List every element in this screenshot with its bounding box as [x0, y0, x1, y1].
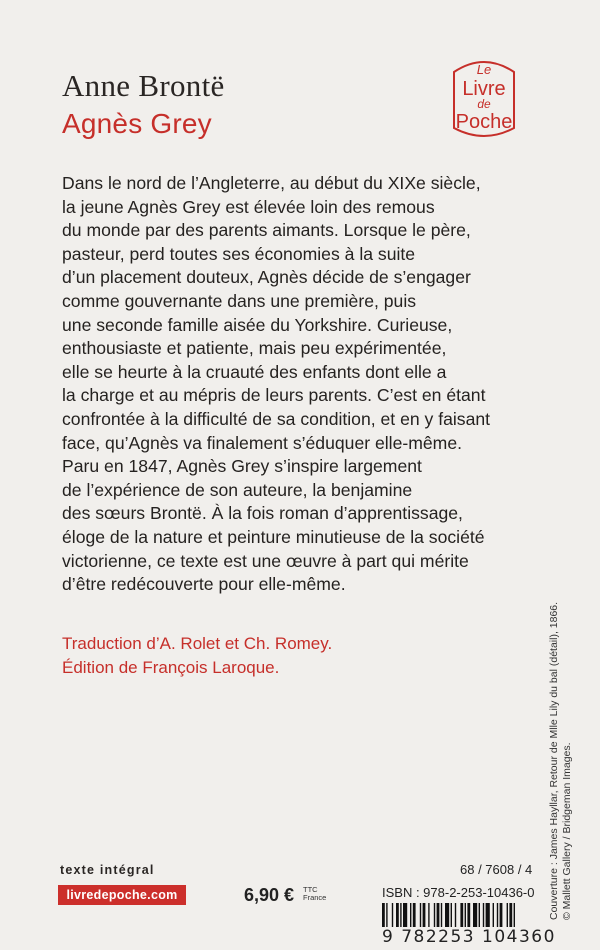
- edition-credits: [62, 632, 332, 680]
- author-name: Anne Brontë: [62, 68, 225, 103]
- blurb-line: elle se heurte à la cruauté des enfants dont elle a: [62, 361, 447, 382]
- blurb-line: comme gouvernante dans une première, puis: [62, 290, 417, 311]
- blurb-line: confrontée à la difficulté de sa condition, et en y faisant: [62, 408, 491, 429]
- blurb-line: pasteur, perd toutes ses économies à la suite: [62, 243, 416, 264]
- cover-image-credit: [548, 580, 574, 920]
- blurb-line: une seconde famille aisée du Yorkshire. Curieuse,: [62, 314, 453, 335]
- blurb-line: éloge de la nature et peinture minutieuse de la société: [62, 526, 485, 547]
- book-title: Agnès Grey: [62, 108, 212, 139]
- price-tax-note: [303, 886, 326, 902]
- blurb-line: enthousiaste et patiente, mais peu expérimentée,: [62, 338, 447, 359]
- blurb-line: d’être redécouverte pour elle-même.: [62, 574, 346, 595]
- blurb-line: victorienne, ce texte est une œuvre à part qui mérite: [62, 550, 469, 571]
- website-badge: livredepoche.com: [58, 885, 186, 905]
- catalog-code: 68 / 7608 / 4: [460, 862, 533, 877]
- logo-text-le: Le: [476, 62, 492, 77]
- logo-text-livre: Livre: [462, 78, 506, 100]
- blurb-line: d’un placement douteux, Agnès décide de s’engager: [62, 267, 471, 288]
- barcode: [382, 903, 560, 927]
- livre-de-poche-logo: [446, 50, 522, 146]
- blurb-line: Dans le nord de l’Angleterre, au début du XIXe siècle,: [62, 173, 481, 193]
- blurb-line: Paru en 1847, Agnès Grey s’inspire largement: [62, 456, 422, 477]
- price-country: France: [303, 893, 327, 902]
- blurb-line: la charge et au mépris de leurs parents. C’est en étant: [62, 385, 486, 406]
- logo-text-poche: Poche: [455, 111, 513, 133]
- blurb-line: du monde par des parents aimants. Lorsque le père,: [62, 220, 471, 241]
- cover-credit-line: © Mallett Gallery / Bridgeman Images.: [561, 742, 573, 920]
- translation-credit: Traduction d’A. Rolet et Ch. Romey.: [62, 634, 333, 653]
- isbn: ISBN : 978-2-253-10436-0: [382, 885, 535, 900]
- cover-credit-line: Couverture : James Hayllar, Retour de Mlle Lily du bal (détail), 1866.: [548, 601, 560, 920]
- texte-integral-label: texte intégral: [60, 863, 155, 877]
- blurb-line: de l’expérience de son auteure, la benjamine: [62, 479, 413, 500]
- logo-text-de: de: [477, 97, 491, 111]
- edition-credit: Édition de François Laroque.: [62, 658, 280, 677]
- blurb-line: des sœurs Brontë. À la fois roman d’apprentissage,: [62, 503, 463, 524]
- price: 6,90 €: [244, 885, 295, 905]
- back-cover-blurb: [62, 172, 542, 597]
- barcode-digits: 9 782253 104360: [382, 927, 556, 947]
- blurb-line: face, qu’Agnès va finalement s’éduquer elle-même.: [62, 432, 462, 453]
- price-ttc: TTC: [303, 885, 318, 894]
- blurb-line: la jeune Agnès Grey est élevée loin des remous: [62, 196, 435, 217]
